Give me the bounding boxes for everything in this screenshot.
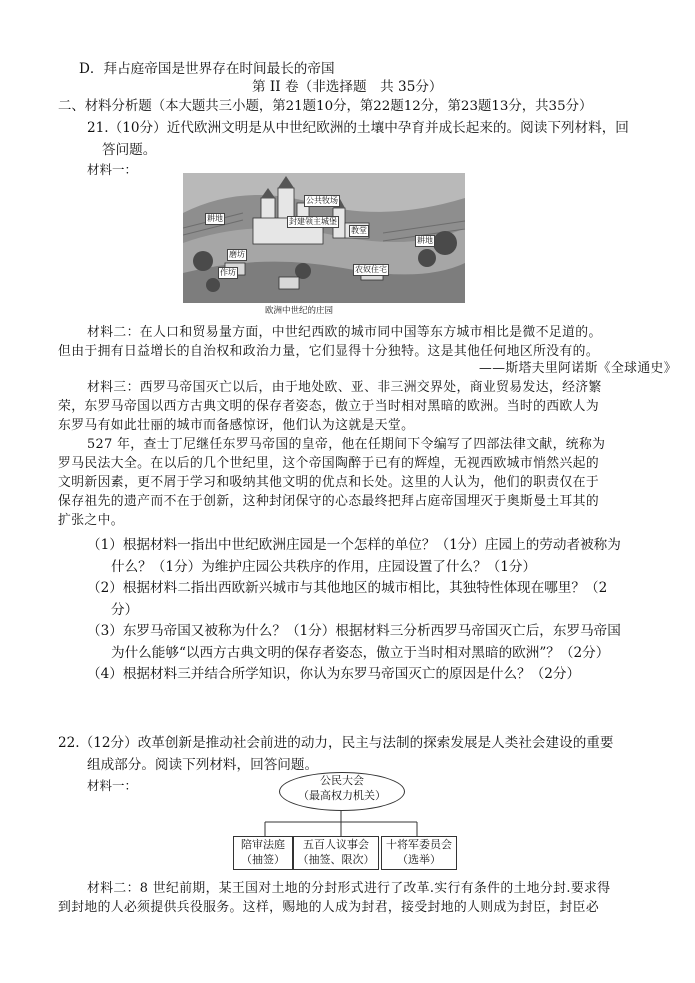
question-3-line1: （3）东罗马帝国又被称为什么？（1分）根据材料三分析西罗马帝国灭亡后，东罗马帝国: [87, 623, 621, 639]
m3-line3: 东罗马有如此壮丽的城市而备感惊讶，他们认为这就是天堂。: [58, 418, 415, 433]
q22-m2-line2: 到封地的人必须提供兵役服务。这样，赐地的人成为封君，接受封地的人则成为封臣，封臣必: [58, 900, 600, 915]
question-3-line2: 为什么能够“以西方古典文明的保存者姿态，傲立于当时相对黑暗的欧洲”？（2分）: [111, 645, 610, 661]
council-500-sub: （抽签、限次）: [297, 853, 375, 866]
label-field-left: 耕地: [207, 214, 223, 223]
label-workshop: 作坊: [220, 268, 236, 277]
ten-generals-sub: （选举）: [397, 853, 441, 866]
ten-generals-title: 十将军委员会: [386, 838, 452, 851]
ten-generals-box: [381, 836, 457, 870]
q22-m2-line1: 材料二：8 世纪前期，某王国对土地的分封形式进行了改革.实行有条件的土地分封.要求得: [87, 881, 611, 896]
m3-line6: 文明新因素，更不屑于学习和吸纳其他文明的优点和长处。这里的人认为，他们的职责仅在于: [58, 475, 600, 490]
council-500-box: [293, 836, 379, 870]
section-heading: 第 II 卷（非选择题 共 35分）: [252, 79, 443, 95]
q22-material-1-label: 材料一：: [87, 778, 138, 793]
label-serf-houses: 农奴住宅: [355, 265, 387, 274]
m3-line2: 荣，东罗马帝国以西方古典文明的保存者姿态，傲立于当时相对黑暗的欧洲。当时的西欧人为: [58, 399, 600, 414]
question-2-line1: （2）根据材料二指出西欧新兴城市与其他地区的城市相比，其独特性体现在哪里？（2: [87, 580, 608, 596]
jury-court-box: [233, 836, 293, 870]
label-mill: 磨坊: [229, 250, 245, 259]
m2-source: ——斯塔夫里阿诺斯《全球通史》: [479, 361, 677, 376]
question-1-line1: （1）根据材料一指出中世纪欧洲庄园是一个怎样的单位？（1分）庄园上的劳动者被称为: [87, 537, 621, 553]
option-d: D．拜占庭帝国是世界存在时间最长的帝国: [79, 61, 335, 77]
council-500-title: 五百人议事会: [303, 838, 369, 851]
figure-caption: 欧洲中世纪的庄园: [265, 306, 334, 316]
label-pasture: 公共牧场: [306, 196, 338, 205]
q21-line2: 答问题。: [102, 142, 157, 158]
m3-line5: 罗马民法大全。在以后的几个世纪里，这个帝国陶醉于已有的辉煌，无视西欧城市悄然兴起的: [58, 456, 600, 471]
jury-court-title: 陪审法庭: [241, 838, 285, 851]
manor-illustration: [183, 173, 465, 303]
m3-line4: 527 年，查士丁尼继任东罗马帝国的皇帝，他在任期间下令编写了四部法律文献，统称为: [87, 437, 606, 452]
q22-line2: 组成部分。阅读下列材料，回答问题。: [87, 757, 319, 773]
m2-line1: 材料二：在人口和贸易量方面，中世纪西欧的城市同中国等东方城市相比是微不足道的。: [87, 325, 602, 340]
q21-line1: 21.（10分）近代欧洲文明是从中世纪欧洲的土壤中孕育并成长起来的。阅读下列材料，回: [87, 120, 629, 136]
part-title: 二、材料分析题（本大题共三小题，第21题10分，第22题12分，第23题13分，共35分）: [58, 99, 593, 114]
label-castle: 封建领主城堡: [289, 217, 337, 226]
q22-line1: 22.（12分）改革创新是推动社会前进的动力，民主与法制的探索发展是人类社会建设的重要: [58, 735, 614, 751]
m2-line2: 但由于拥有日益增长的自治权和政治力量，它们显得十分独特。这是其他任何地区所没有的。: [58, 344, 600, 359]
m3-line8: 扩张之中。: [58, 513, 124, 528]
question-2-line2: 分）: [111, 602, 139, 618]
m3-line1: 材料三：西罗马帝国灭亡以后，由于地处欧、亚、非三洲交界处，商业贸易发达，经济繁: [87, 380, 602, 395]
question-1-line2: 什么？（1分）为维护庄园公共秩序的作用，庄园设置了什么？（1分）: [111, 559, 537, 575]
label-field-right: 耕地: [417, 236, 433, 245]
citizens-assembly-sub: （最高权力机关）: [298, 789, 386, 802]
citizens-assembly-box: [279, 772, 405, 811]
m3-line7: 保存祖先的遗产而不在于创新，这种封闭保守的心态最终把拜占庭帝国埋灭于奥斯曼土耳其的: [58, 494, 600, 509]
label-church: 教堂: [351, 226, 367, 235]
jury-court-sub: （抽签）: [241, 853, 285, 866]
material-1-label: 材料一：: [87, 162, 138, 177]
citizens-assembly-title: 公民大会: [320, 774, 364, 787]
question-4: （4）根据材料三并结合所学知识，你认为东罗马帝国灭亡的原因是什么？（2分）: [87, 666, 581, 682]
